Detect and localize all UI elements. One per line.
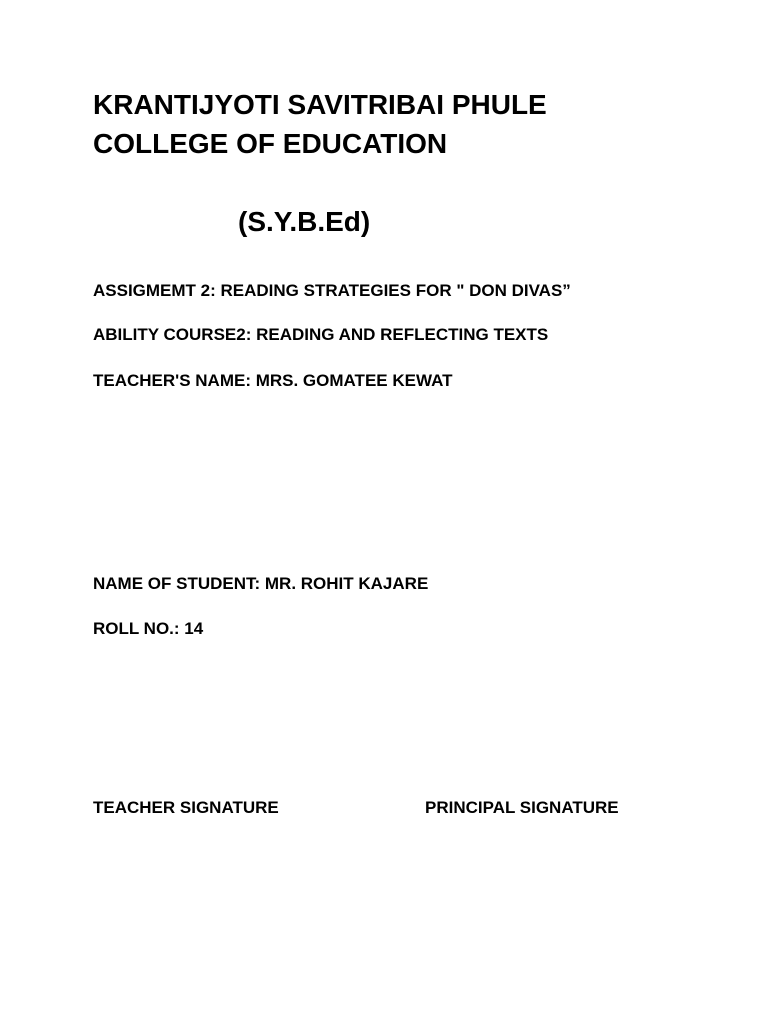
assignment-title: ASSIGMEMT 2: READING STRATEGIES FOR " DON DIVAS” <box>93 281 571 300</box>
teacher-signature-label: TEACHER SIGNATURE <box>93 798 279 817</box>
roll-number: ROLL NO.: 14 <box>93 619 204 638</box>
program-name: (S.Y.B.Ed) <box>238 206 371 237</box>
college-name-line-1: KRANTIJYOTI SAVITRIBAI PHULE <box>93 89 547 120</box>
principal-signature-label: PRINCIPAL SIGNATURE <box>425 798 619 817</box>
college-name-line-2: COLLEGE OF EDUCATION <box>93 128 448 159</box>
student-name: NAME OF STUDENT: MR. ROHIT KAJARE <box>93 574 429 593</box>
course-title: ABILITY COURSE2: READING AND REFLECTING TEXTS <box>93 325 549 344</box>
teacher-name: TEACHER'S NAME: MRS. GOMATEE KEWAT <box>93 371 453 390</box>
